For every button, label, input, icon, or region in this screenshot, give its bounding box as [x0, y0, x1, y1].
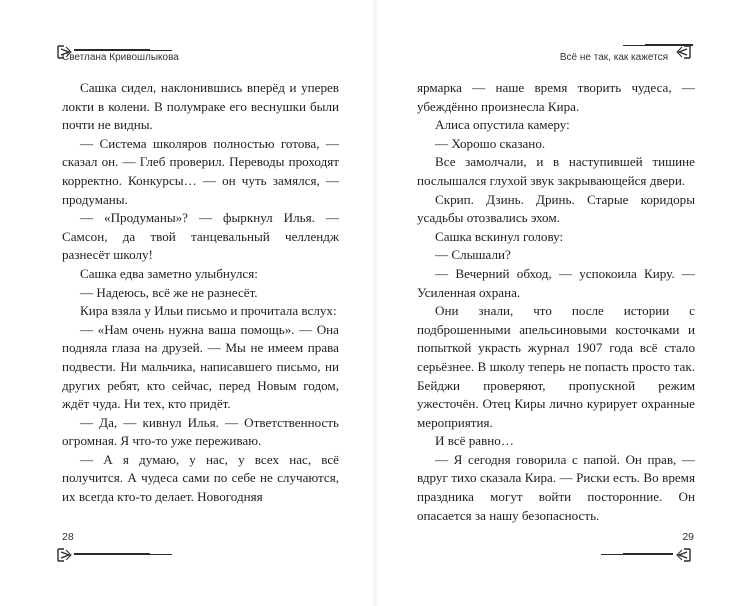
paragraph: Сашка едва заметно улыбнулся: [80, 265, 258, 281]
left-page-body [62, 79, 339, 507]
header-rule-thin [150, 50, 172, 51]
running-head-title: Всё не так, как кажется [559, 52, 668, 63]
paragraph: — Слышали? [435, 247, 511, 263]
right-page-body [417, 79, 695, 525]
paragraph: Сашка сидел, наклонившись вперёд и уперев локти в колени. В полумраке его веснушки были почти не видны. [62, 80, 339, 133]
paragraph: Скрип. Дзинь. Дринь. Старые коридоры усадьбы отозвались эхом. [417, 191, 695, 226]
header-rule-thin [623, 45, 645, 46]
paragraph: — Да, — кивнул Илья. — Ответственность огромная. Я что-то уже переживаю. [62, 414, 339, 449]
right-page [375, 0, 750, 606]
paragraph: — Я сегодня говорила с папой. Он прав, — вдруг тихо сказала Кира. — Риски есть. Во время праздника могут войти посторонние. Он опасается за нашу безопасность. [417, 451, 695, 523]
paragraph: — Вечерний обход, — успокоила Киру. — Усиленная охрана. [417, 265, 695, 300]
corner-ornament-icon [675, 44, 691, 60]
paragraph: — Хорошо сказано. [435, 135, 546, 151]
paragraph: — «Продуманы»? — фыркнул Илья. — Самсон, да твой танцевальный челлендж разнесёт школу! [62, 210, 339, 263]
paragraph: Все замолчали, и в наступившей тишине послышался глухой звук закрывающейся двери. [417, 154, 695, 188]
header-rule [74, 49, 150, 51]
paragraph: — Система школяров полностью готова, — сказал он. — Глеб проверил. Переводы проходят корректно. Конкурсы… — он чуть замялся, — продуманы. [62, 135, 339, 207]
page-number: 28 [62, 531, 74, 543]
paragraph: Кира взяла у Ильи письмо и прочитала вслух: [80, 303, 337, 319]
footer-rule-thin [601, 554, 623, 555]
page-number: 29 [682, 531, 694, 543]
corner-ornament-icon [57, 547, 73, 563]
paragraph: Они знали, что после истории с подброшенными апельсиновыми косточками и попыткой украсть журнал 1907 года всё стало серьёзнее. В школу теперь не попасть просто так. Бейджи проверяют, пропускной режим ужесточён. Отец Киры лично курирует охранные мероприятия. [417, 303, 695, 430]
corner-ornament-icon [675, 547, 691, 563]
paragraph: — А я думаю, у нас, у всех нас, всё получится. А чудеса сами по себе не случаются, их всегда кто-то делает. Новогодняя [62, 451, 339, 505]
paragraph: И всё равно… [435, 433, 514, 449]
running-head-author: Светлана Кривошлыкова [62, 52, 179, 63]
paragraph: Сашка вскинул голову: [435, 228, 564, 244]
footer-rule [623, 553, 673, 555]
paragraph: ярмарка — наше время творить чудеса, — убеждённо произнесла Кира. [417, 80, 695, 114]
paragraph: Алиса опустила камеру: [435, 117, 570, 133]
footer-rule [74, 553, 150, 555]
footer-rule-thin [150, 554, 172, 555]
paragraph: — «Нам очень нужна ваша помощь». — Она подняла глаза на друзей. — Мы не имеем права подвести. Ни мальчика, написавшего письмо, ни других ребят, кто сейчас, перед Новым годом, ждёт чуда. Ни тех, кто придёт. [62, 321, 339, 412]
paragraph: — Надеюсь, всё же не разнесёт. [80, 284, 258, 300]
